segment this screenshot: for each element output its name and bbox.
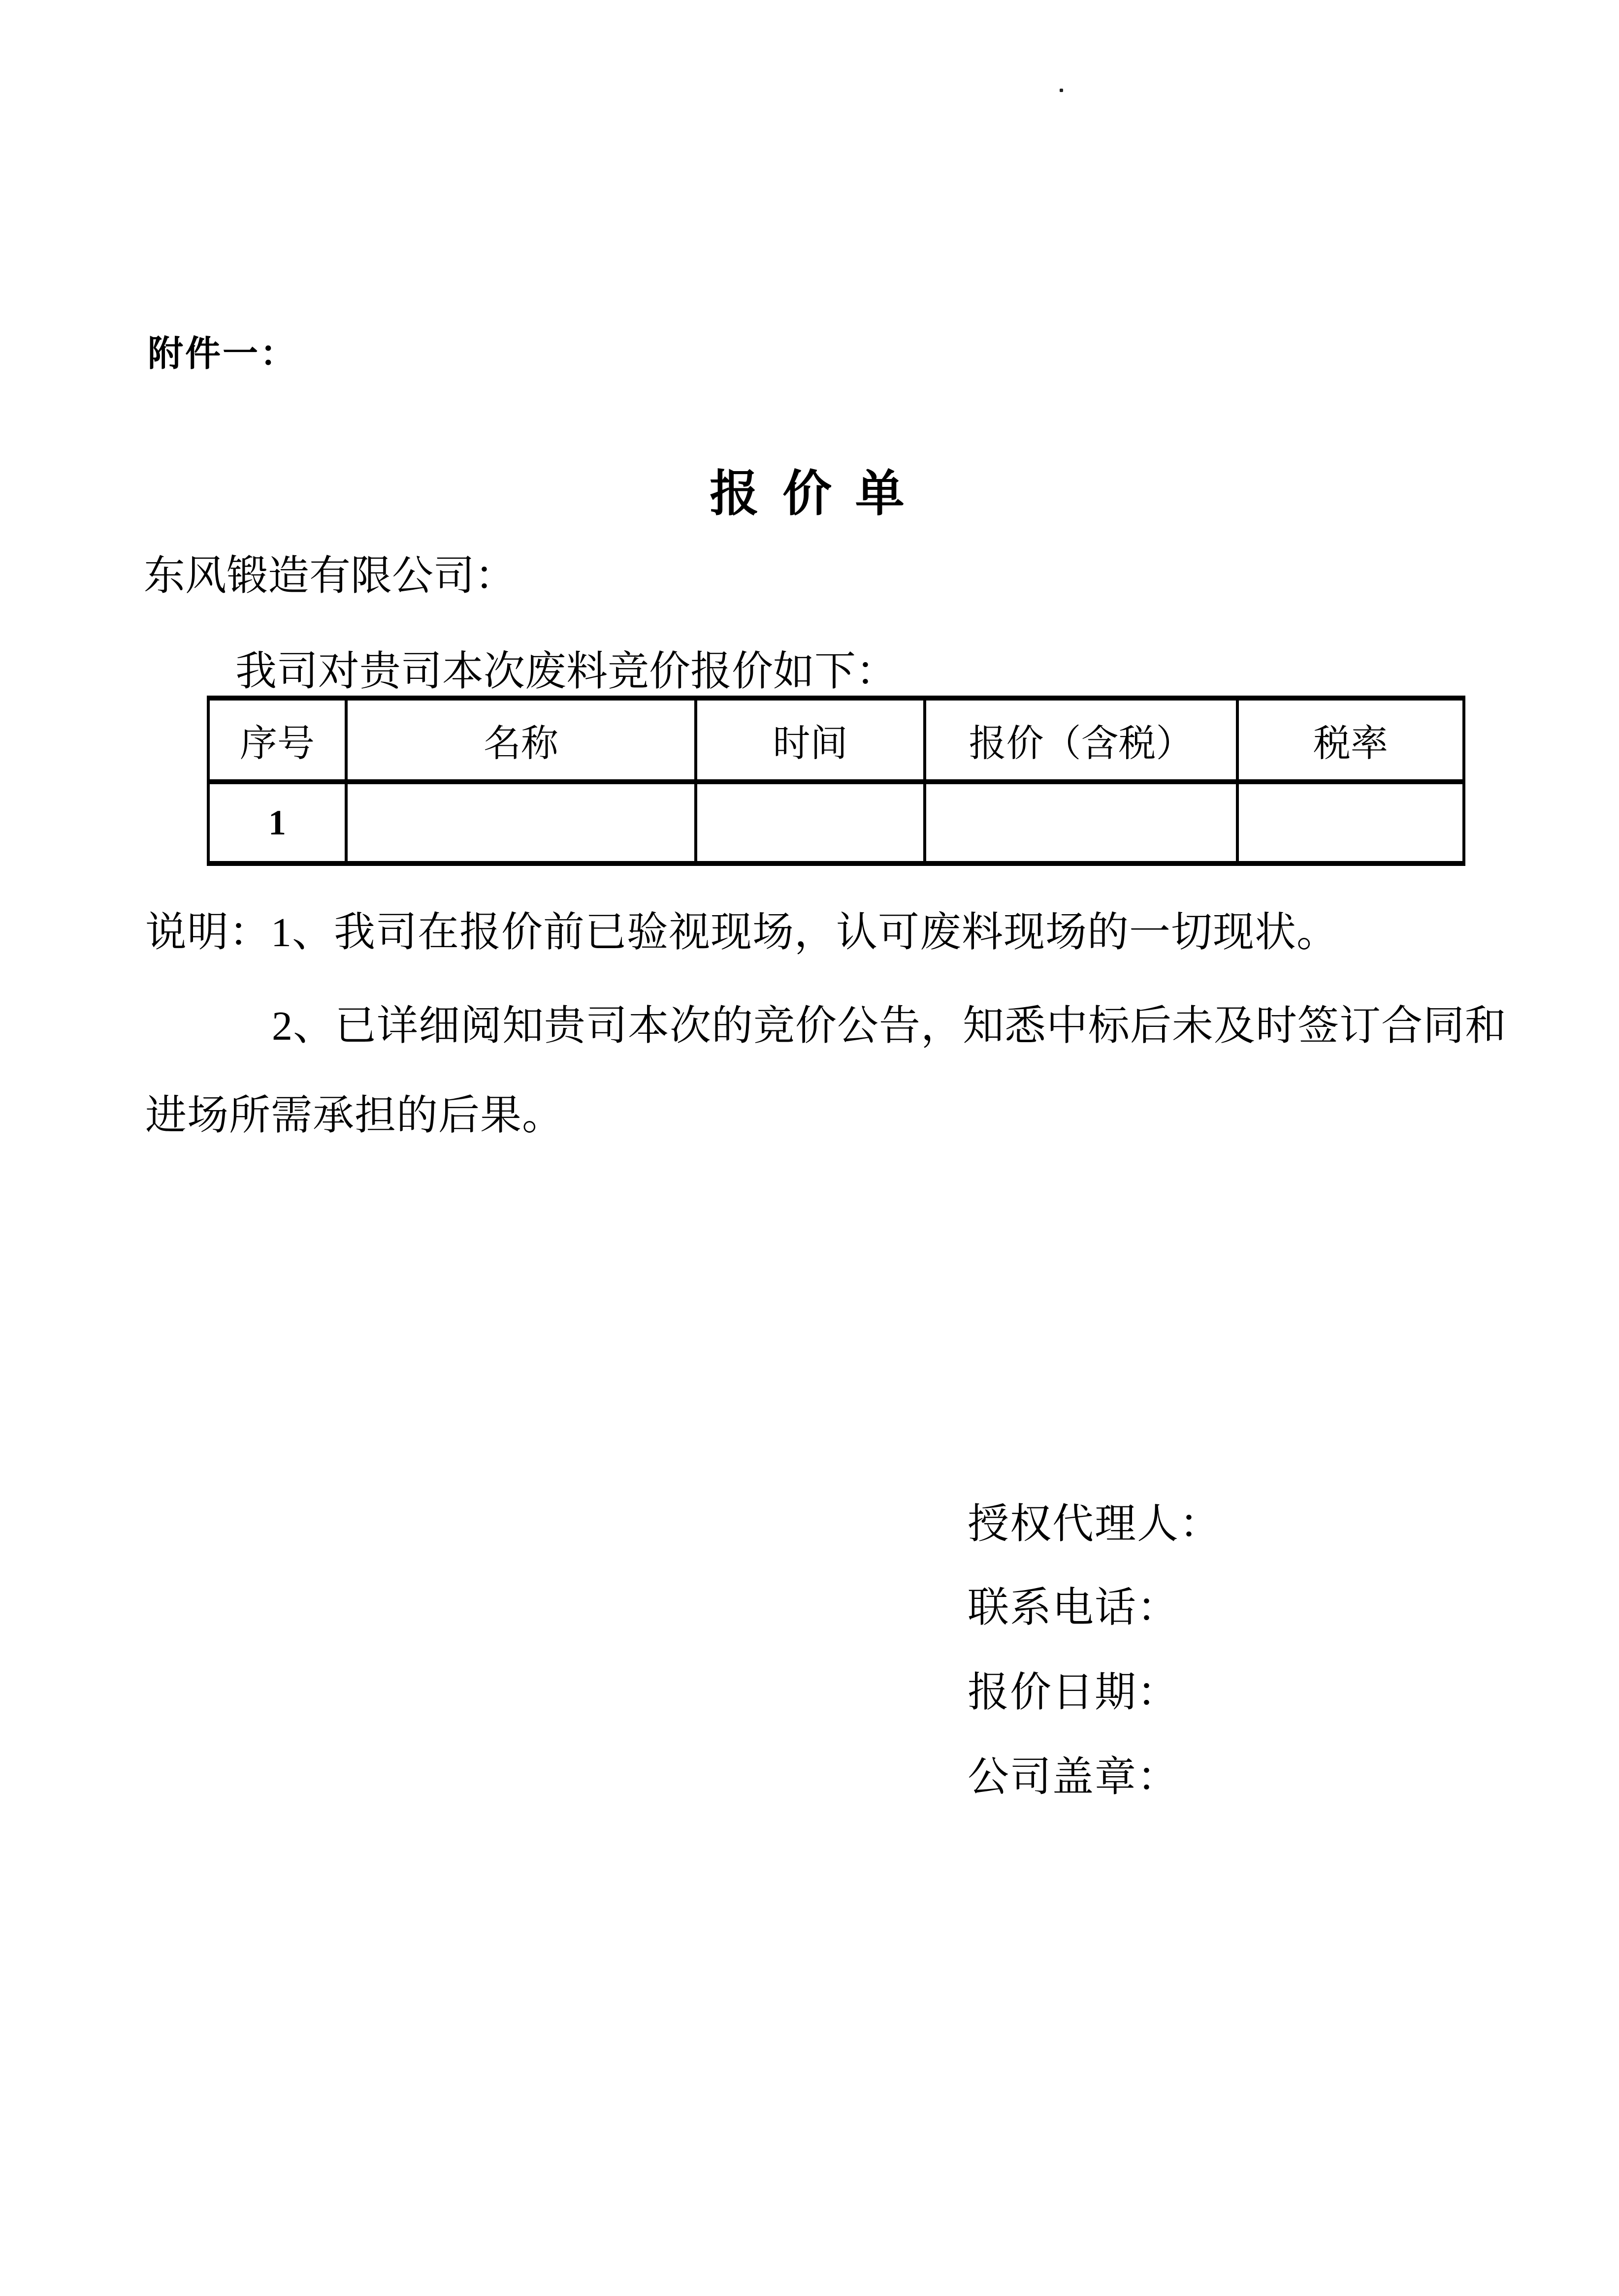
header-cell-name: 名称 bbox=[346, 698, 696, 782]
addressee-line: 东风锻造有限公司： bbox=[144, 553, 517, 599]
header-cell-price: 报价（含税） bbox=[925, 698, 1237, 782]
cell-tax-rate bbox=[1237, 782, 1464, 863]
cell-price bbox=[925, 782, 1237, 863]
cell-index: 1 bbox=[208, 782, 346, 863]
cell-name bbox=[346, 782, 696, 863]
quotation-table bbox=[207, 696, 1465, 866]
page-title: 报 价 单 bbox=[710, 466, 909, 521]
signature-date-label: 报价日期： bbox=[968, 1670, 1180, 1716]
cell-time bbox=[696, 782, 925, 863]
note-line-3: 进场所需承担的后果。 bbox=[145, 1093, 564, 1139]
table-header-row bbox=[208, 698, 1464, 782]
intro-line: 我司对贵司本次废料竞价报价如下： bbox=[235, 649, 898, 695]
header-cell-index: 序号 bbox=[208, 698, 346, 782]
scan-speck bbox=[1060, 89, 1063, 92]
note-line-2: 2、已详细阅知贵司本次的竞价公告，知悉中标后未及时签订合同和 bbox=[272, 1003, 1507, 1049]
signature-phone-label: 联系电话： bbox=[968, 1585, 1180, 1631]
table-row bbox=[208, 782, 1464, 863]
header-cell-tax-rate: 税率 bbox=[1237, 698, 1464, 782]
header-cell-time: 时间 bbox=[696, 698, 925, 782]
signature-agent-label: 授权代理人： bbox=[968, 1501, 1222, 1547]
signature-seal-label: 公司盖章： bbox=[968, 1754, 1180, 1800]
note-line-1: 说明：1、我司在报价前已验视现场，认可废料现场的一切现状。 bbox=[145, 910, 1339, 956]
attachment-label: 附件一： bbox=[148, 334, 298, 374]
